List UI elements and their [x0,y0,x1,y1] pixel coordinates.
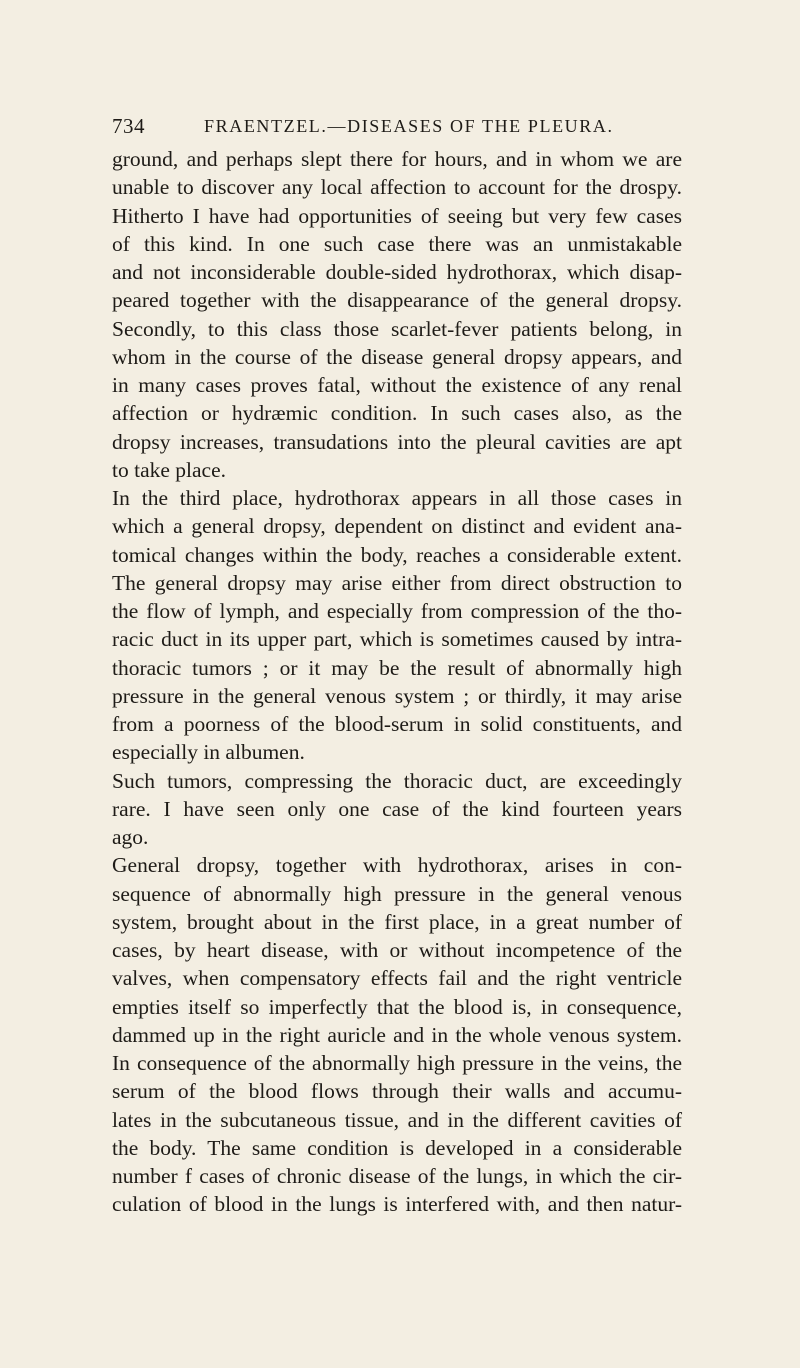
text-line: thoracic tumors ; or it may be the result of abnormally high [112,655,682,680]
page-number: 734 [112,114,145,138]
body-text [112,145,682,1219]
text-line: the body. The same condition is developed in a considerable [112,1135,682,1160]
text-line: lates in the subcutaneous tissue, and in the different cavities of [112,1107,682,1132]
text-line: especially in albumen. [112,740,305,765]
text-line: In the third place, hydrothorax appears in all those cases in [112,486,682,510]
text-line: number f cases of chronic disease of the lungs, in which the cir- [112,1164,682,1188]
text-line: unable to discover any local affection to account for the drospy. [112,175,682,200]
text-line: of this kind. In one such case there was an unmistakable [112,231,682,256]
page-header [112,112,682,140]
text-line: dropsy increases, transudations into the pleural cavities are apt [112,429,682,454]
text-line: tomical changes within the body, reaches a considerable extent. [112,542,682,567]
text-line: which a general dropsy, dependent on distinct and evident ana- [112,514,682,539]
text-line: to take place. [112,457,227,482]
text-line: affection or hydræmic condition. In such cases also, as the [112,401,682,426]
text-line: valves, when compensatory effects fail and the right ventricle [112,966,682,991]
text-line: serum of the blood flows through their walls and accumu- [112,1079,682,1104]
text-line: whom in the course of the disease general dropsy appears, and [112,344,682,369]
text-line: sequence of abnormally high pressure in the general venous [112,881,682,906]
paragraph-2 [112,484,682,767]
text-line: the flow of lymph, and especially from compression of the tho- [112,599,682,623]
text-line: Hitherto I have had opportunities of seeing but very few cases [112,203,682,228]
text-line: empties itself so imperfectly that the blood is, in consequence, [112,994,682,1019]
text-line: rare. I have seen only one case of the kind fourteen years [112,796,682,821]
text-line: culation of blood in the lungs is interfered with, and then natur- [112,1192,682,1217]
paragraph-4 [112,851,682,1218]
text-line: peared together with the disappearance of the general dropsy. [112,288,682,313]
text-line: dammed up in the right auricle and in the whole venous system. [112,1022,682,1047]
running-title: FRAENTZEL.—DISEASES OF THE PLEURA. [204,116,614,136]
text-line: ground, and perhaps slept there for hours, and in whom we are [112,147,682,171]
text-line: and not inconsiderable double-sided hydrothorax, which disap- [112,260,682,284]
text-line: cases, by heart disease, with or without incompetence of the [112,938,682,962]
text-line: Secondly, to this class those scarlet-fever patients belong, in [112,316,682,341]
text-line: Such tumors, compressing the thoracic duct, are exceedingly [112,768,682,793]
text-line: pressure in the general venous system ; or thirdly, it may arise [112,683,682,708]
text-line: General dropsy, together with hydrothorax, arises in con- [112,853,682,878]
text-line: In consequence of the abnormally high pressure in the veins, the [112,1051,682,1075]
paragraph-3 [112,767,682,852]
text-line: from a poorness of the blood-serum in solid constituents, and [112,712,682,736]
text-line: ago. [112,825,149,849]
text-line: in many cases proves fatal, without the existence of any renal [112,373,682,397]
text-line: The general dropsy may arise either from direct obstruction to [112,570,682,595]
paragraph-1 [112,145,682,484]
text-line: system, brought about in the first place, in a great number of [112,909,682,934]
text-line: racic duct in its upper part, which is sometimes caused by intra- [112,627,682,652]
